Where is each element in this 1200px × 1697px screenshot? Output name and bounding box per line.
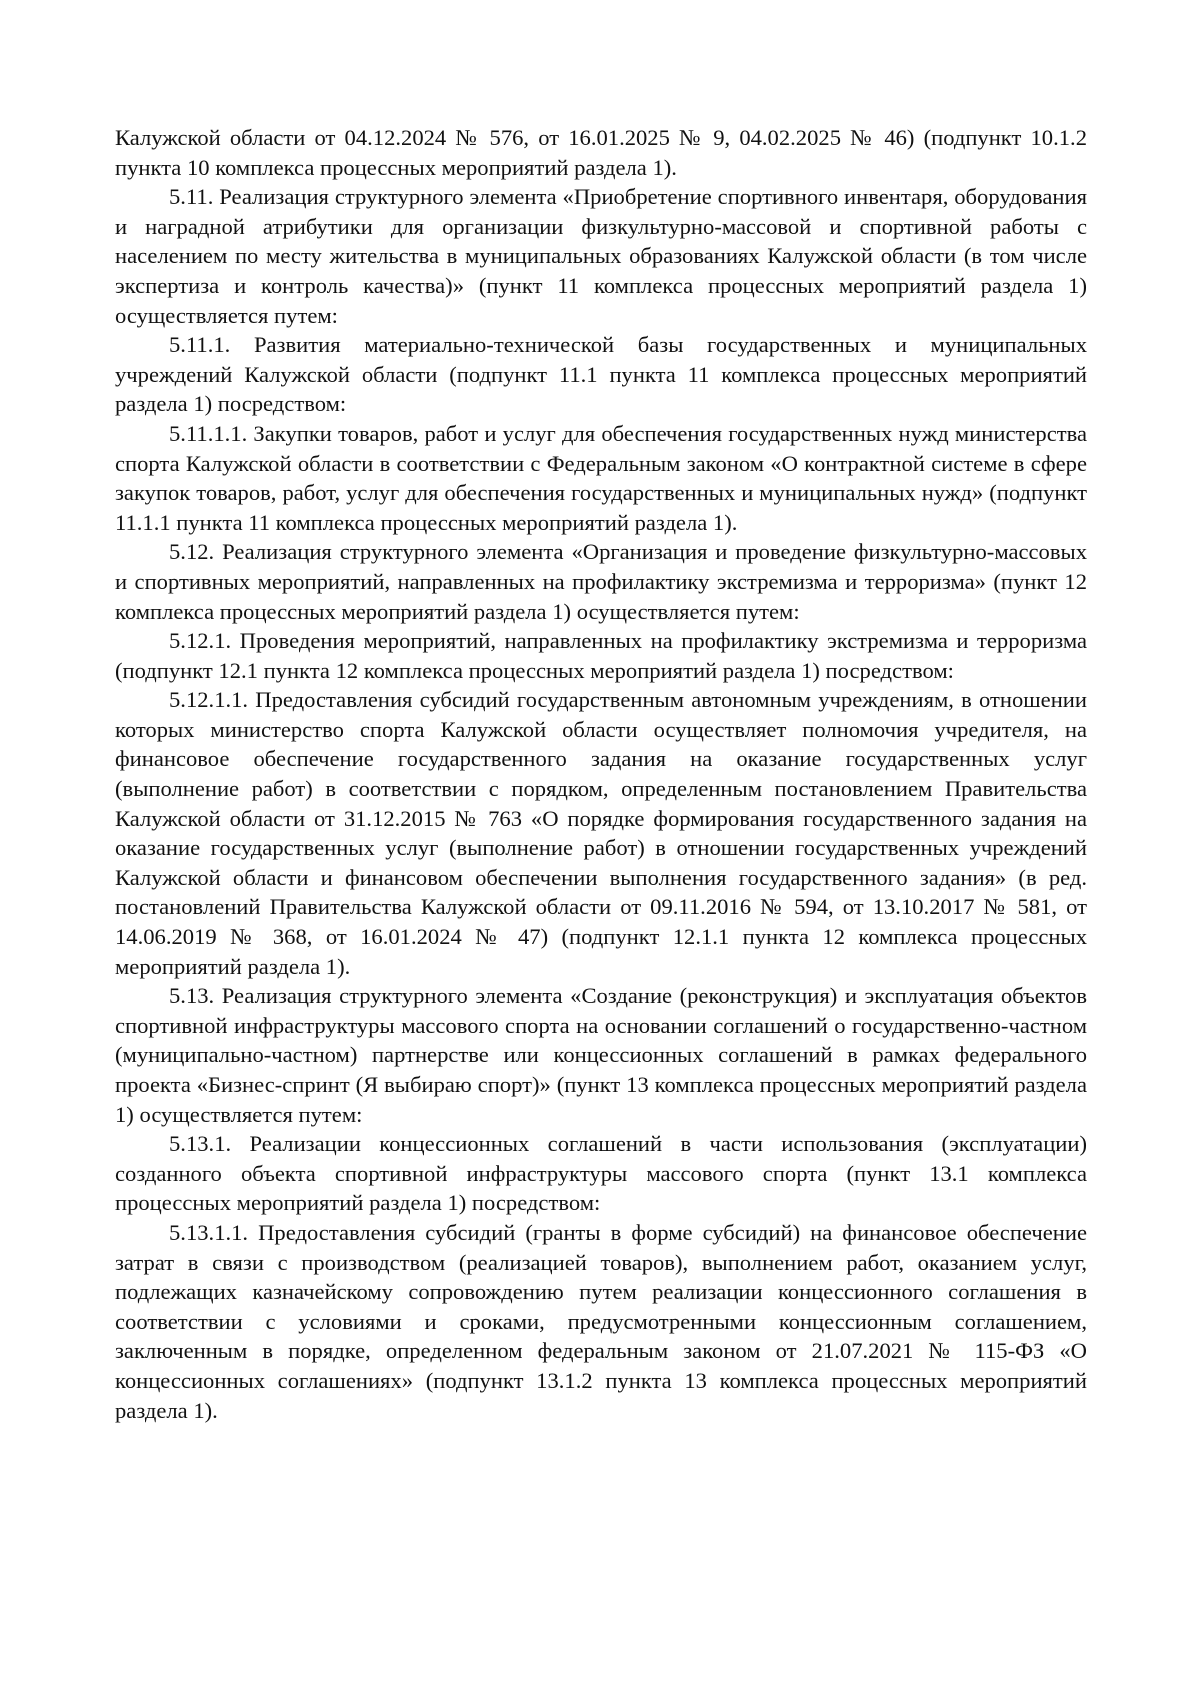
paragraph-5-13-1-1: 5.13.1.1. Предоставления субсидий (гранты в форме субсидий) на финансовое обеспечение затрат в связи с производством (реализацией товаров), выполнением работ, оказанием услуг, подлежащих казначейскому сопровождению путем реализации концессионного соглашения в соответствии с условиями и сроками, предусмотренными концессионным соглашением, заключенным в порядке, определенном федеральным законом от 21.07.2021 № 115-ФЗ «О концессионных соглашениях» (подпункт 13.1.2 пункта 13 комплекса процессных мероприятий раздела 1). xyxy=(115,1219,1087,1423)
paragraph-5-12: 5.12. Реализация структурного элемента «Организация и проведение физкультурно-массовых и спортивных мероприятий, направленных на профилактику экстремизма и терроризма» (пункт 12 комплекса процессных мероприятий раздела 1) осуществляется путем: xyxy=(115,539,1087,624)
paragraph-5-12-1-1: 5.12.1.1. Предоставления субсидий государственным автономным учреждениям, в отношении которых министерство спорта Калужской области осуществляет полномочия учредителя, на финансовое обеспечение государственного задания на оказание государственных услуг (выполнение работ) в соответствии с порядком, определенным постановлением Правительства Калужской области от 31.12.2015 № 763 «О порядке формирования государственного задания на оказание государственных услуг (выполнение работ) в отношении государственных учреждений Калужской области и финансовом обеспечении выполнения государственного задания» (в ред. постановлений Правительства Калужской области от 09.11.2016 № 594, от 13.10.2017 № 581, от 14.06.2019 № 368, от 16.01.2024 № 47) (подпункт 12.1.1 пункта 12 комплекса процессных мероприятий раздела 1). xyxy=(115,687,1087,979)
paragraph-continuation: Калужской области от 04.12.2024 № 576, от 16.01.2025 № 9, 04.02.2025 № 46) (подпункт 10.1.2 пункта 10 комплекса процессных мероприятий раздела 1). xyxy=(115,125,1087,180)
paragraph-5-13-1: 5.13.1. Реализации концессионных соглашений в части использования (эксплуатации) созданного объекта спортивной инфраструктуры массового спорта (пункт 13.1 комплекса процессных мероприятий раздела 1) посредством: xyxy=(115,1131,1087,1216)
paragraph-5-12-1: 5.12.1. Проведения мероприятий, направленных на профилактику экстремизма и терроризма (подпункт 12.1 пункта 12 комплекса процессных мероприятий раздела 1) посредством: xyxy=(115,628,1087,683)
paragraph-5-11-1: 5.11.1. Развития материально-технической базы государственных и муниципальных учреждений Калужской области (подпункт 11.1 пункта 11 комплекса процессных мероприятий раздела 1) посредством: xyxy=(115,332,1087,417)
document-body xyxy=(115,123,1087,1425)
paragraph-5-11-1-1: 5.11.1.1. Закупки товаров, работ и услуг для обеспечения государственных нужд министерства спорта Калужской области в соответствии с Федеральным законом «О контрактной системе в сфере закупок товаров, работ, услуг для обеспечения государственных и муниципальных нужд» (подпункт 11.1.1 пункта 11 комплекса процессных мероприятий раздела 1). xyxy=(115,420,1087,535)
paragraph-5-11: 5.11. Реализация структурного элемента «Приобретение спортивного инвентаря, оборудования и наградной атрибутики для организации физкультурно-массовой и спортивной работы с населением по месту жительства в муниципальных образованиях Калужской области (в том числе экспертиза и контроль качества)» (пункт 11 комплекса процессных мероприятий раздела 1) осуществляется путем: xyxy=(115,184,1087,328)
paragraph-5-13: 5.13. Реализация структурного элемента «Создание (реконструкция) и эксплуатация объектов спортивной инфраструктуры массового спорта на основании соглашений о государственно-частном (муниципально-частном) партнерстве или концессионных соглашений в рамках федерального проекта «Бизнес-спринт (Я выбираю спорт)» (пункт 13 комплекса процессных мероприятий раздела 1) осуществляется путем: xyxy=(115,983,1087,1127)
